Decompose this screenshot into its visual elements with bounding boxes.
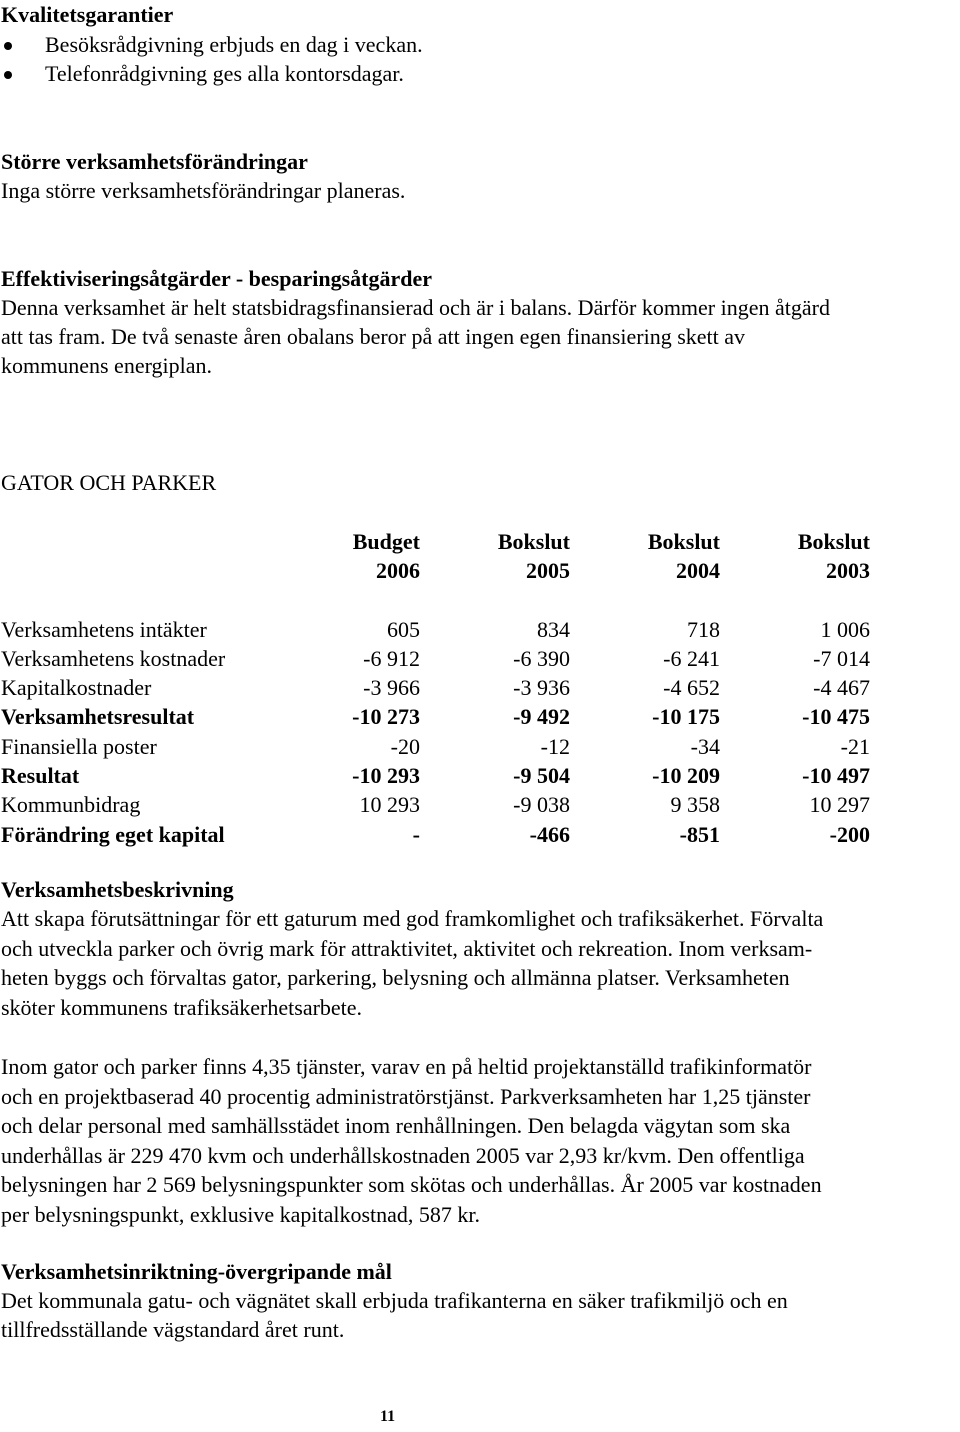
table-cell: 605: [387, 617, 420, 642]
quality-bullet-2: Telefonrådgivning ges alla kontorsdagar.: [45, 61, 404, 86]
table-cell: -200: [829, 822, 870, 847]
table-cell: 9 358: [670, 792, 720, 817]
table-cell: -4 467: [813, 675, 870, 700]
text-line: och en projektbaserad 40 procentig administratörstjänst. Parkverksamheten har 1,25 tjänster: [1, 1083, 811, 1109]
table-cell: -34: [690, 734, 720, 759]
col-header-year: 2004: [676, 558, 720, 583]
bullet-icon: [4, 71, 12, 79]
row-label: Verksamhetens intäkter: [1, 617, 207, 642]
efficiency-line-1: Denna verksamhet är helt statsbidragsfinansierad och är i balans. Därför kommer ingen åtgärd: [1, 295, 830, 320]
text-line: Inom gator och parker finns 4,35 tjänster, varav en på heltid projektanställd trafikinformatör: [1, 1054, 812, 1079]
col-header-label: Bokslut: [647, 529, 720, 554]
text-line: per belysningspunkt, exklusive kapitalkostnad, 587 kr.: [1, 1201, 481, 1227]
goals-heading: Verksamhetsinriktning-övergripande mål: [1, 1259, 392, 1284]
table-cell: -10 497: [802, 763, 870, 788]
col-header-year: 2003: [826, 558, 870, 583]
col-header-year: 2006: [376, 558, 420, 583]
table-cell: -12: [540, 734, 570, 759]
goals-line-2: tillfredsställande vägstandard året runt.: [1, 1317, 345, 1342]
bullet-icon: [4, 42, 12, 50]
goals-line-1: Det kommunala gatu- och vägnätet skall erbjuda trafikanterna en säker trafikmiljö och en: [1, 1288, 788, 1313]
text-line: belysningen har 2 569 belysningspunkter som skötas och underhållas. År 2005 var kostnaden: [1, 1172, 822, 1198]
table-cell: -4 652: [663, 675, 720, 700]
quality-bullet-1: Besöksrådgivning erbjuds en dag i veckan.: [45, 32, 423, 57]
table-cell: -851: [679, 822, 720, 847]
table-cell: 718: [687, 617, 720, 642]
col-header-year: 2005: [526, 558, 570, 583]
text-line: och delar personal med samhällsstädet inom renhållningen. Den belagda vägytan som ska: [1, 1113, 791, 1139]
efficiency-line-2: att tas fram. De två senaste åren obalans beror på att ingen egen finansiering skett av: [1, 324, 746, 349]
efficiency-line-3: kommunens energiplan.: [1, 353, 212, 378]
description-paragraph-1: [1, 904, 956, 1022]
table-cell: -20: [390, 734, 420, 759]
table-cell: -10 293: [352, 763, 420, 788]
description-heading: Verksamhetsbeskrivning: [1, 877, 234, 902]
col-header-label: Bokslut: [797, 529, 870, 554]
table-cell: -10 175: [652, 704, 720, 729]
col-header-label: Budget: [352, 529, 420, 554]
text-line: underhållas är 229 470 kvm och underhållskostnaden 2005 var 2,93 kr/kvm. Den offentliga: [1, 1142, 805, 1168]
row-label: Resultat: [1, 763, 80, 788]
table-cell: -: [412, 822, 420, 847]
table-cell: -10 273: [352, 704, 420, 729]
table-cell: -466: [529, 822, 570, 847]
description-paragraph-2: [1, 1052, 956, 1230]
row-label: Kommunbidrag: [1, 792, 141, 817]
table-title: GATOR OCH PARKER: [1, 470, 217, 495]
table-cell: -6 912: [363, 646, 420, 671]
table-cell: -6 241: [663, 646, 720, 671]
table-cell: 834: [537, 617, 570, 642]
row-label: Kapitalkostnader: [1, 675, 152, 700]
text-line: heten byggs och förvaltas gator, parkering, belysning och allmänna platser. Verksamheten: [1, 965, 790, 991]
table-cell: -10 209: [652, 763, 720, 788]
row-label: Förändring eget kapital: [1, 822, 225, 847]
table-cell: -3 966: [363, 675, 420, 700]
changes-text: Inga större verksamhetsförändringar planeras.: [1, 178, 406, 203]
col-header-label: Bokslut: [497, 529, 570, 554]
table-cell: 10 293: [359, 792, 420, 817]
table-cell: -3 936: [513, 675, 570, 700]
table-cell: -7 014: [813, 646, 870, 671]
row-label: Verksamhetens kostnader: [1, 646, 226, 671]
quality-heading: Kvalitetsgarantier: [1, 2, 174, 27]
row-label: Finansiella poster: [1, 734, 157, 759]
table-cell: -9 038: [513, 792, 570, 817]
text-line: sköter kommunens trafiksäkerhetsarbete.: [1, 994, 363, 1020]
text-line: och utveckla parker och övrig mark för attraktivitet, aktivitet och rekreation. Inom verksam-: [1, 935, 813, 961]
efficiency-heading: Effektiviseringsåtgärder - besparingsåtgärder: [1, 266, 432, 291]
table-cell: -9 504: [513, 763, 570, 788]
page-number: 11: [380, 1408, 396, 1425]
changes-heading: Större verksamhetsförändringar: [1, 149, 308, 174]
table-cell: 1 006: [820, 617, 870, 642]
text-line: Att skapa förutsättningar för ett gaturum med god framkomlighet och trafiksäkerhet. Förvalta: [1, 906, 824, 931]
table-cell: 10 297: [809, 792, 870, 817]
row-label: Verksamhetsresultat: [1, 704, 195, 729]
table-cell: -9 492: [513, 704, 570, 729]
table-cell: -21: [840, 734, 870, 759]
table-cell: -6 390: [513, 646, 570, 671]
table-cell: -10 475: [802, 704, 870, 729]
